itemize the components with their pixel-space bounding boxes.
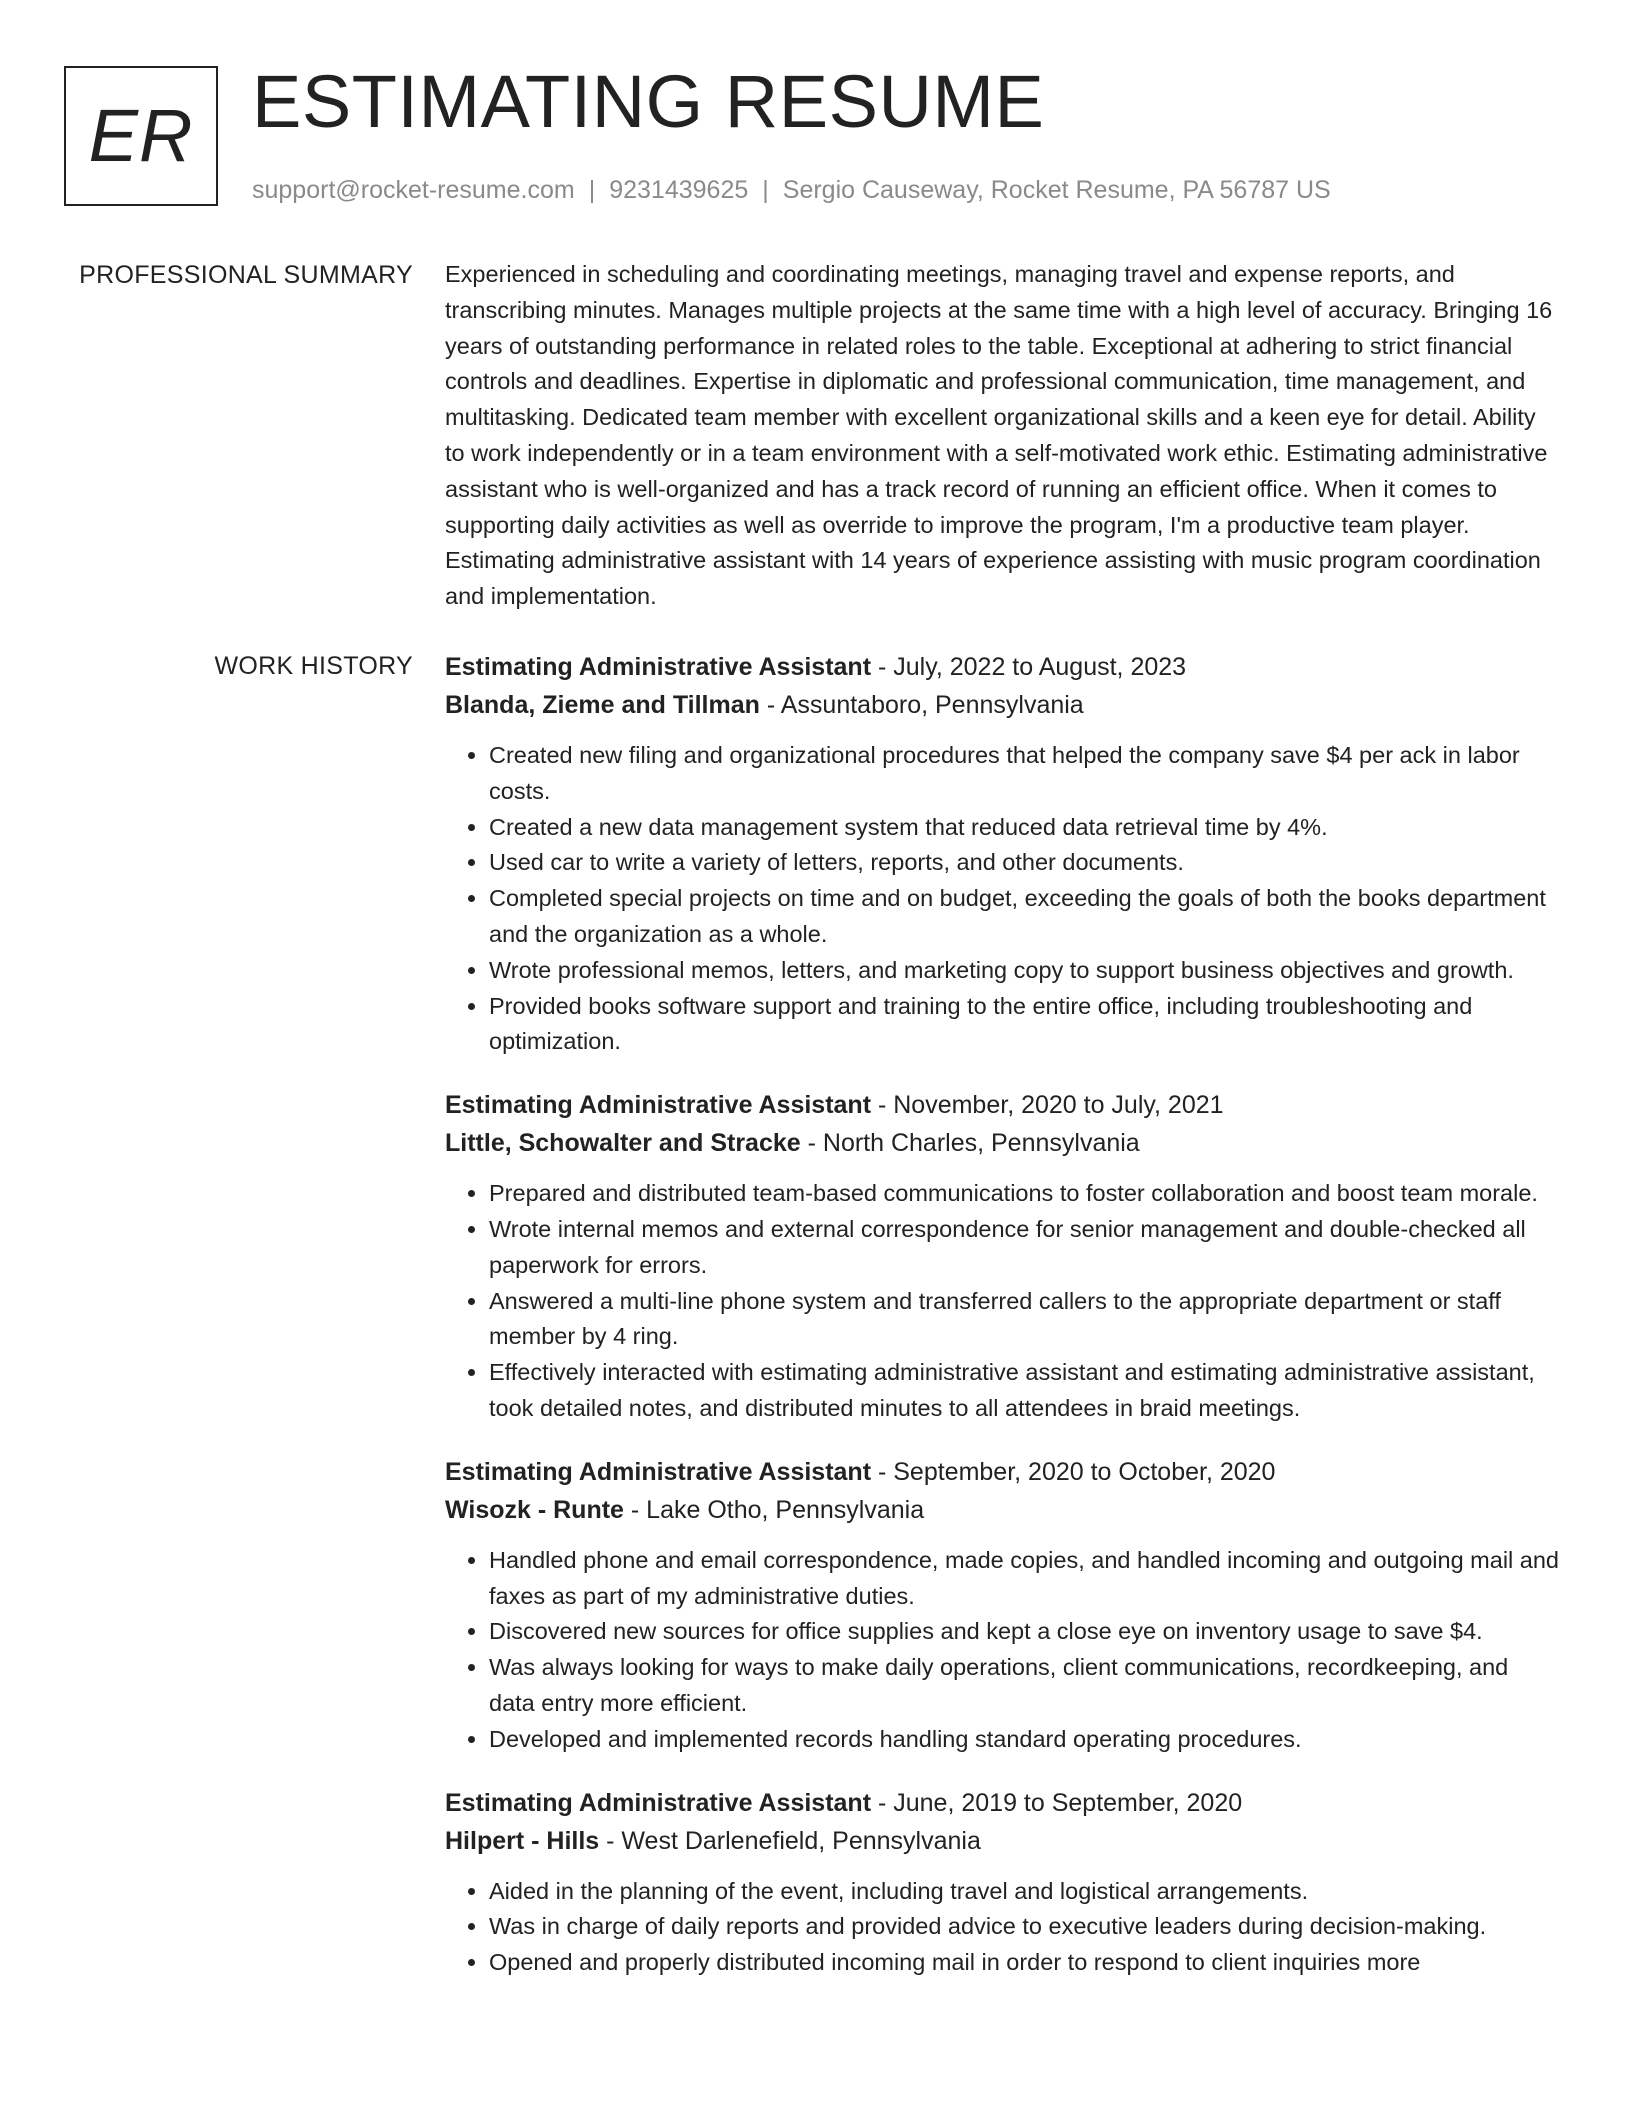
job-company: Little, Schowalter and Stracke: [445, 1129, 801, 1158]
resume-title: ESTIMATING RESUME: [252, 60, 1045, 143]
job-bullet: • Created a new data management system that reduced data retrieval time by 4%.: [489, 810, 1560, 846]
job-bullets: [445, 1176, 1560, 1427]
job-entry: [445, 1784, 1560, 1981]
job-company: Hilpert - Hills: [445, 1826, 600, 1855]
job-bullet: • Completed special projects on time and on budget, exceeding the goals of both the books department and the organization as a whole.: [489, 881, 1560, 953]
job-entry: [445, 648, 1560, 1060]
job-company: Blanda, Zieme and Tillman: [445, 691, 760, 719]
job-company-line: [445, 686, 1560, 724]
job-bullet: • Wrote internal memos and external correspondence for senior management and double-checked all paperwork for errors.: [489, 1212, 1560, 1284]
job-title-line: [445, 1086, 1560, 1124]
job-bullet: • Opened and properly distributed incoming mail in order to respond to client inquiries more: [489, 1945, 1560, 1981]
job-entry: [445, 1086, 1560, 1427]
job-bullet: • Discovered new sources for office supplies and kept a close eye on inventory usage to save $4.: [489, 1614, 1560, 1650]
summary-text: Experienced in scheduling and coordinating meetings, managing travel and expense reports, and transcribing minutes. Manages multiple projects at the same time with a high level of accuracy. Bringing 16 years of outstanding performance in related roles to the table. Exceptional at adhering to strict financial controls and deadlines. Expertise in diplomatic and professional communication, time management, and multitasking. Dedicated team member with excellent organizational skills and a keen eye for detail. Ability to work independently or in a team environment with a self-motivated work ethic. Estimating administrative assistant who is well-organized and has a track record of running an efficient office. When it comes to supporting daily activities as well as override to improve the program, I'm a productive team player. Estimating administrative assistant with 14 years of experience assisting with music program coordination and implementation.: [445, 261, 1553, 610]
job-bullet: • Aided in the planning of the event, including travel and logistical arrangements.: [489, 1874, 1560, 1910]
work-history-heading: WORK HISTORY: [214, 652, 413, 680]
monogram-badge: [64, 66, 218, 206]
contact-separator: |: [762, 176, 769, 204]
job-title: Estimating Administrative Assistant: [445, 1457, 872, 1486]
job-location: - North Charles, Pennsylvania: [800, 1129, 1140, 1158]
job-dates: - November, 2020 to July, 2021: [871, 1091, 1224, 1120]
job-bullet: • Prepared and distributed team-based communications to foster collaboration and boost team morale.: [489, 1176, 1560, 1212]
contact-separator: |: [588, 176, 596, 204]
contact-email: support@rocket-resume.com: [252, 176, 575, 204]
monogram-initials: ER: [88, 94, 194, 177]
job-bullets: [445, 738, 1560, 1060]
job-company: Wisozk - Runte: [445, 1495, 624, 1524]
job-bullet: • Created new filing and organizational procedures that helped the company save $4 per ack in labor costs.: [489, 738, 1560, 810]
job-location: - Lake Otho, Pennsylvania: [623, 1495, 925, 1524]
job-company-line: [445, 1124, 1560, 1162]
job-bullet: • Answered a multi-line phone system and transferred callers to the appropriate department or staff member by 4 ring.: [489, 1284, 1560, 1356]
job-bullets: [445, 1874, 1560, 1981]
job-dates: - July, 2022 to August, 2023: [871, 653, 1187, 681]
job-title: Estimating Administrative Assistant: [445, 1788, 872, 1817]
job-bullet: • Effectively interacted with estimating administrative assistant and estimating administrative assistant, took detailed notes, and distributed minutes to all attendees in braid meetings.: [489, 1355, 1560, 1427]
job-entry: [445, 1453, 1560, 1758]
job-bullet: • Was always looking for ways to make daily operations, client communications, recordkeeping, and data entry more efficient.: [489, 1650, 1560, 1722]
job-title: Estimating Administrative Assistant: [445, 653, 872, 681]
job-title-line: [445, 1453, 1560, 1491]
job-dates: - June, 2019 to September, 2020: [871, 1788, 1243, 1817]
contact-address: Sergio Causeway, Rocket Resume, PA 56787 US: [782, 176, 1331, 204]
job-company-line: [445, 1822, 1560, 1860]
job-title: Estimating Administrative Assistant: [445, 1091, 872, 1120]
job-bullet: • Wrote professional memos, letters, and marketing copy to support business objectives and growth.: [489, 953, 1560, 989]
job-bullet: • Provided books software support and training to the entire office, including troubleshooting and optimization.: [489, 989, 1560, 1061]
job-dates: - September, 2020 to October, 2020: [871, 1457, 1276, 1486]
job-bullet: • Handled phone and email correspondence, made copies, and handled incoming and outgoing mail and faxes as part of my administrative duties.: [489, 1543, 1560, 1615]
contact-phone: 9231439625: [609, 176, 749, 204]
job-bullets: [445, 1543, 1560, 1758]
contact-line: [252, 172, 1331, 208]
job-bullet: • Was in charge of daily reports and provided advice to executive leaders during decision-making.: [489, 1909, 1560, 1945]
job-title-line: [445, 648, 1560, 686]
job-bullet: • Developed and implemented records handling standard operating procedures.: [489, 1722, 1560, 1758]
job-title-line: [445, 1784, 1560, 1822]
job-location: - Assuntaboro, Pennsylvania: [759, 691, 1084, 719]
job-bullet: • Used car to write a variety of letters, reports, and other documents.: [489, 845, 1560, 881]
summary-body: [445, 257, 1560, 615]
summary-heading: PROFESSIONAL SUMMARY: [79, 261, 413, 289]
work-history-body: [445, 648, 1560, 2007]
job-company-line: [445, 1491, 1560, 1529]
job-location: - West Darlenefield, Pennsylvania: [599, 1826, 981, 1855]
